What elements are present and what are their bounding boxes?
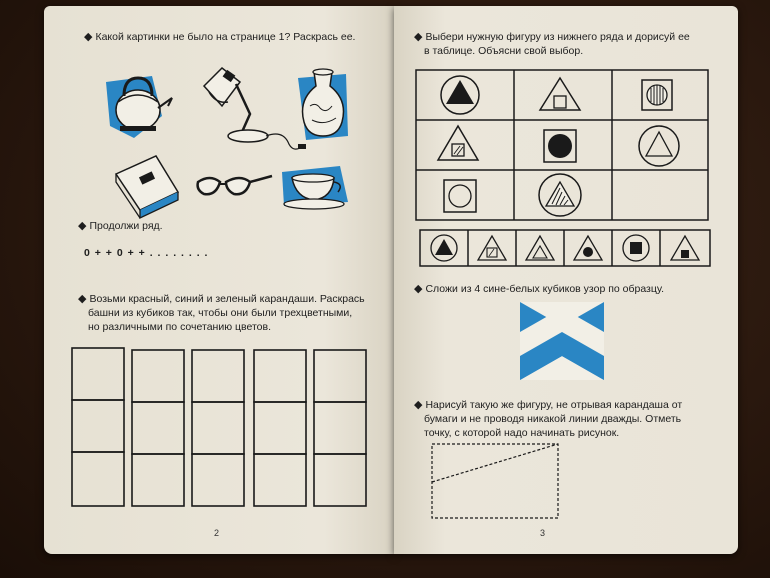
sequence-row: 0 + + 0 + + . . . . . . . . [84, 247, 209, 259]
task-line-2: башни из кубиков так, чтобы они были трехцветными, [88, 307, 353, 319]
dashed-figure[interactable] [432, 444, 558, 518]
task-text: Какой картинки не было на странице 1? Раскрась ее. [95, 31, 356, 43]
page-number-left: 2 [214, 528, 220, 538]
task-line-1: Выбери нужную фигуру из нижнего ряда и дорисуй ее [425, 31, 690, 43]
task-text: Сложи из 4 сине-белых кубиков узор по образцу. [425, 283, 665, 295]
tower-3[interactable] [192, 350, 244, 506]
tower-2[interactable] [132, 350, 184, 506]
diamond-bullet-icon: ◆ [78, 293, 87, 305]
diamond-bullet-icon: ◆ [414, 399, 423, 411]
task-line-3: точку, с которой надо начинать рисунок. [424, 427, 620, 439]
tower-1[interactable] [72, 348, 124, 506]
diamond-bullet-icon: ◆ [78, 220, 87, 232]
task-line-3: но различными по сочетанию цветов. [88, 321, 271, 333]
diamond-bullet-icon: ◆ [84, 31, 93, 43]
diamond-bullet-icon: ◆ [414, 283, 423, 295]
task-line-1: Возьми красный, синий и зеленый карандаши. Раскрась [89, 293, 365, 305]
left-page [44, 6, 394, 554]
towers-area [44, 6, 394, 554]
diamond-bullet-icon: ◆ [414, 31, 423, 43]
task-line-2: в таблице. Объясни свой выбор. [424, 45, 584, 57]
task-line-1: Нарисуй такую же фигуру, не отрывая карандаша от [425, 399, 683, 411]
right-page [394, 6, 738, 554]
page-number-right: 3 [540, 528, 546, 538]
draw-figure-area [394, 6, 738, 554]
tower-4[interactable] [254, 350, 306, 506]
task-text: Продолжи ряд. [89, 220, 163, 232]
task-line-2: бумаги и не проводя никакой линии дважды. Отметь [424, 413, 682, 425]
tower-5[interactable] [314, 350, 366, 506]
